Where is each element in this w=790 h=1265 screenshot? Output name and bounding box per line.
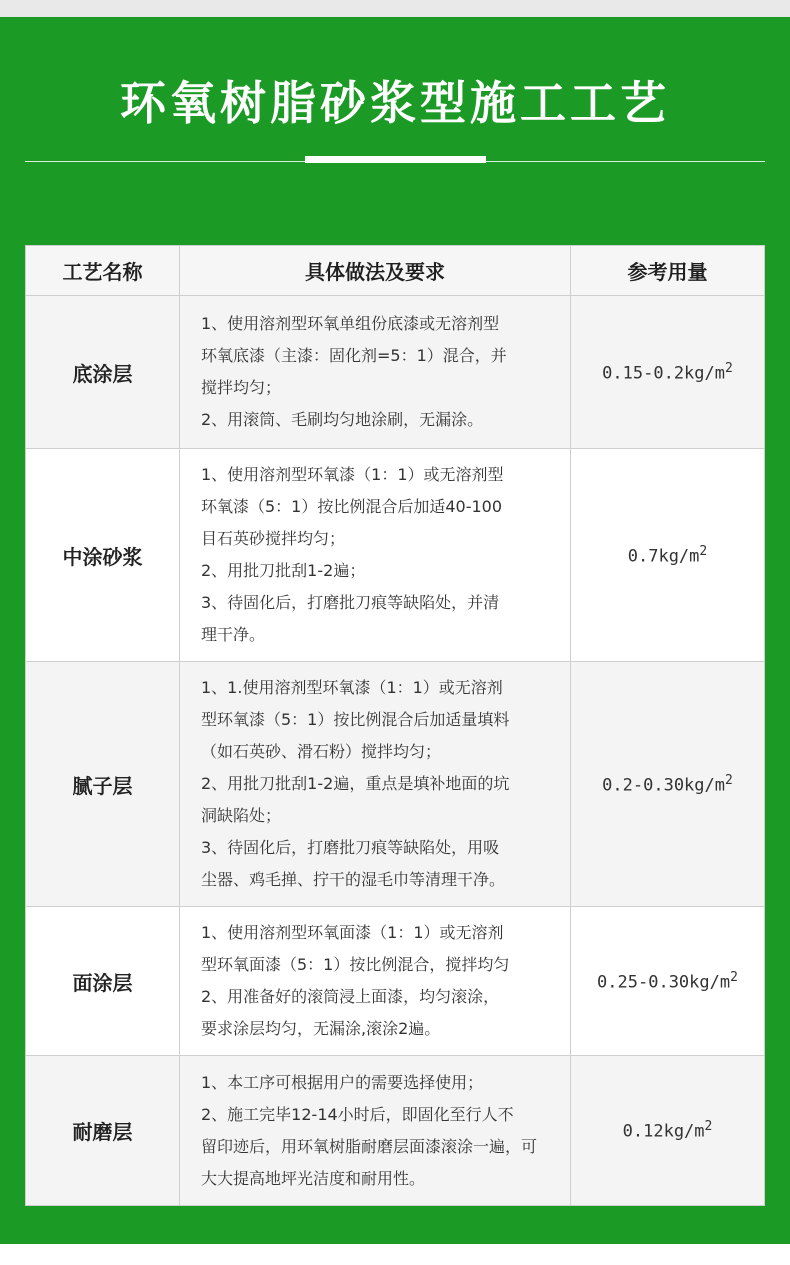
method-line: 大大提高地坪光洁度和耐用性。 <box>201 1168 426 1188</box>
usage-cell <box>571 907 765 1056</box>
process-name-cell: 中涂砂浆 <box>26 449 180 662</box>
page-title: 环氧树脂砂浆型施工工艺 <box>120 76 670 130</box>
method-line: （如石英砂、滑石粉）搅拌均匀； <box>201 742 442 761</box>
usage-exponent: 2 <box>725 772 733 788</box>
usage-exponent: 2 <box>704 1119 713 1135</box>
method-cell <box>180 662 571 907</box>
method-cell <box>180 1056 571 1206</box>
process-table <box>25 245 765 1206</box>
method-cell <box>180 907 571 1056</box>
usage-cell <box>571 662 765 907</box>
method-line: 1、使用溶剂型环氧面漆（1：1）或无溶剂 <box>201 923 504 942</box>
usage-cell <box>571 449 765 662</box>
green-panel <box>0 17 790 1244</box>
method-line: 3、待固化后，打磨批刀痕等缺陷处，并清 <box>201 593 500 612</box>
method-line: 2、用准备好的滚筒浸上面漆，均匀滚涂， <box>201 987 500 1006</box>
table-header-row <box>26 246 765 296</box>
method-line: 尘器、鸡毛掸、拧干的湿毛巾等清理干净。 <box>201 870 506 889</box>
title-underline-accent <box>305 156 486 163</box>
method-line: 1、使用溶剂型环氧单组份底漆或无溶剂型 <box>201 314 500 333</box>
method-line: 1、本工序可根据用户的需要选择使用； <box>201 1072 484 1092</box>
method-cell <box>180 296 571 449</box>
method-line: 理干净。 <box>201 625 266 644</box>
usage-exponent: 2 <box>730 969 738 985</box>
top-margin <box>0 0 790 17</box>
header-method: 具体做法及要求 <box>180 246 571 296</box>
usage-cell <box>571 296 765 449</box>
method-line: 2、用滚筒、毛刷均匀地涂刷，无漏涂。 <box>201 410 484 429</box>
method-line: 3、待固化后，打磨批刀痕等缺陷处，用吸 <box>201 838 500 857</box>
method-line: 2、用批刀批刮1-2遍，重点是填补地面的坑 <box>201 774 510 793</box>
method-cell <box>180 449 571 662</box>
usage-cell <box>571 1056 765 1206</box>
table-row <box>26 449 765 662</box>
method-line: 留印迹后，用环氧树脂耐磨层面漆滚涂一遍，可 <box>201 1136 538 1156</box>
usage-exponent: 2 <box>699 543 708 559</box>
method-line: 1、1.使用溶剂型环氧漆（1：1）或无溶剂 <box>201 678 503 697</box>
usage-exponent: 2 <box>725 360 733 376</box>
process-name-cell: 耐磨层 <box>26 1056 180 1206</box>
method-line: 2、用批刀批刮1-2遍； <box>201 561 366 580</box>
method-line: 1、使用溶剂型环氧漆（1：1）或无溶剂型 <box>201 465 504 484</box>
process-name-cell: 面涂层 <box>26 907 180 1056</box>
usage-value: 0.25-0.30kg/m <box>597 972 731 993</box>
usage-value: 0.12kg/m <box>622 1121 705 1142</box>
usage-value: 0.15-0.2kg/m <box>602 363 725 384</box>
usage-value: 0.7kg/m <box>627 546 700 567</box>
process-name-cell: 腻子层 <box>26 662 180 907</box>
method-line: 环氧底漆（主漆：固化剂=5：1）混合，并 <box>201 346 507 365</box>
usage-value: 0.2-0.30kg/m <box>602 775 725 796</box>
table-row <box>26 1056 765 1206</box>
method-line: 目石英砂搅拌均匀； <box>201 529 346 548</box>
method-line: 环氧漆（5：1）按比例混合后加适40-100 <box>201 497 503 516</box>
table-row <box>26 662 765 907</box>
method-line: 型环氧面漆（5：1）按比例混合，搅拌均匀 <box>201 955 510 974</box>
header-usage: 参考用量 <box>571 246 765 296</box>
method-line: 洞缺陷处； <box>201 806 282 825</box>
method-line: 型环氧漆（5：1）按比例混合后加适量填料 <box>201 710 510 729</box>
method-line: 2、施工完毕12-14小时后，即固化至行人不 <box>201 1104 514 1124</box>
table-row <box>26 907 765 1056</box>
process-name-cell: 底涂层 <box>26 296 180 449</box>
table-row <box>26 296 765 449</box>
method-line: 要求涂层均匀，无漏涂,滚涂2遍。 <box>201 1019 441 1038</box>
process-table-container <box>25 245 764 1206</box>
method-line: 搅拌均匀； <box>201 378 282 397</box>
header-process-name: 工艺名称 <box>26 246 180 296</box>
